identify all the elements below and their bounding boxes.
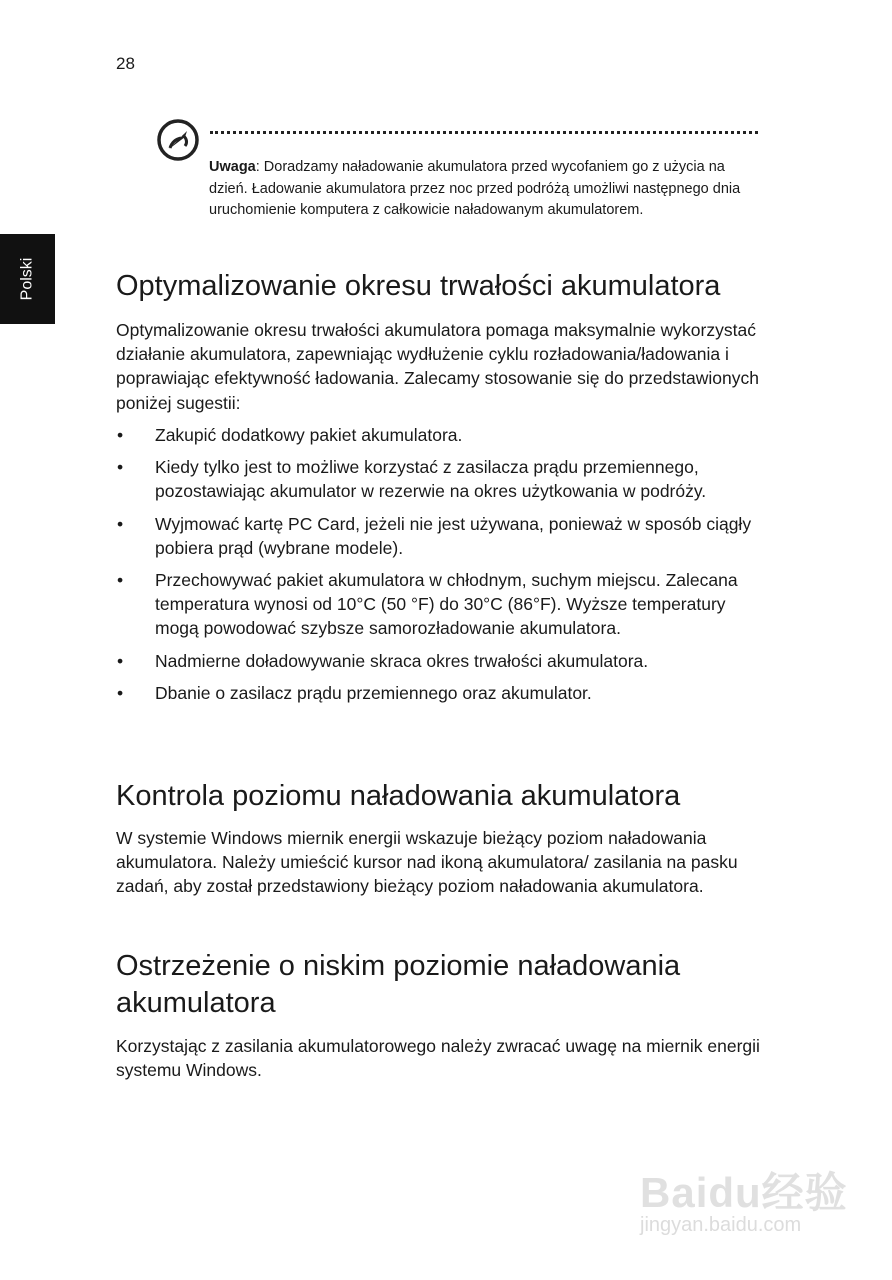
section-body-low-battery-warning: Korzystając z zasilania akumulatorowego należy zwracać uwagę na miernik energii systemu Windows. — [116, 1036, 760, 1081]
section-heading-battery-life: Optymalizowanie okresu trwałości akumulatora — [116, 270, 721, 302]
section-body-charge-level: W systemie Windows miernik energii wskazuje bieżący poziom naładowania akumulatora. Należy umieścić kursor nad ikoną akumulatora/ zasilania na pasku zadań, aby został przedstawiony bieżący poziom naładowania akumulatora. — [116, 828, 738, 897]
list-item: • Zakupić dodatkowy pakiet akumulatora. — [116, 423, 766, 447]
language-tab — [0, 234, 55, 324]
watermark-url: jingyan.baidu.com — [640, 1214, 802, 1236]
section-heading-charge-level: Kontrola poziomu naładowania akumulatora — [116, 780, 681, 812]
suggestions-list — [116, 423, 766, 713]
note-label: Uwaga — [209, 159, 256, 175]
list-item: • Przechowywać pakiet akumulatora w chłodnym, suchym miejscu. Zalecana temperatura wynosi od 10°C (50 °F) do 30°C (86°F). Wyższe temperatury mogą powodować szybsze samorozładowanie akumulatora. — [116, 568, 766, 641]
language-tab-label: Polski — [18, 257, 36, 301]
list-item: • Dbanie o zasilacz prądu przemiennego oraz akumulator. — [116, 681, 766, 705]
section-heading-low-battery-warning: Ostrzeżenie o niskim poziomie naładowania akumulatora — [116, 950, 681, 1019]
list-item: • Kiedy tylko jest to możliwe korzystać z zasilacza prądu przemiennego, pozostawiając akumulator w rezerwie na okres użytkowania w podróży. — [116, 455, 766, 503]
list-item: • Wyjmować kartę PC Card, jeżeli nie jest używana, ponieważ w sposób ciągły pobiera prąd (wybrane modele). — [116, 512, 766, 560]
watermark-logo: Baidu经验 — [640, 1169, 848, 1216]
note-icon — [156, 118, 200, 162]
note-divider — [210, 131, 758, 134]
baidu-watermark — [618, 1150, 858, 1250]
section-intro-battery-life: Optymalizowanie okresu trwałości akumulatora pomaga maksymalnie wykorzystać działanie akumulatora, zapewniając wydłużenie cyklu rozładowania/ładowania i poprawiając efektywność ładowania. Zalecamy stosowanie się do przedstawionych poniżej sugestii: — [116, 320, 759, 413]
note-box — [209, 157, 749, 222]
list-item: • Nadmierne doładowywanie skraca okres trwałości akumulatora. — [116, 649, 766, 673]
note-text: : Doradzamy naładowanie akumulatora przed wycofaniem go z użycia na dzień. Ładowanie akumulatora przez noc przed podróżą umożliwi następnego dnia uruchomienie komputera z całkowicie naładowanym akumulatorem. — [209, 159, 741, 218]
page-number: 28 — [116, 54, 135, 73]
